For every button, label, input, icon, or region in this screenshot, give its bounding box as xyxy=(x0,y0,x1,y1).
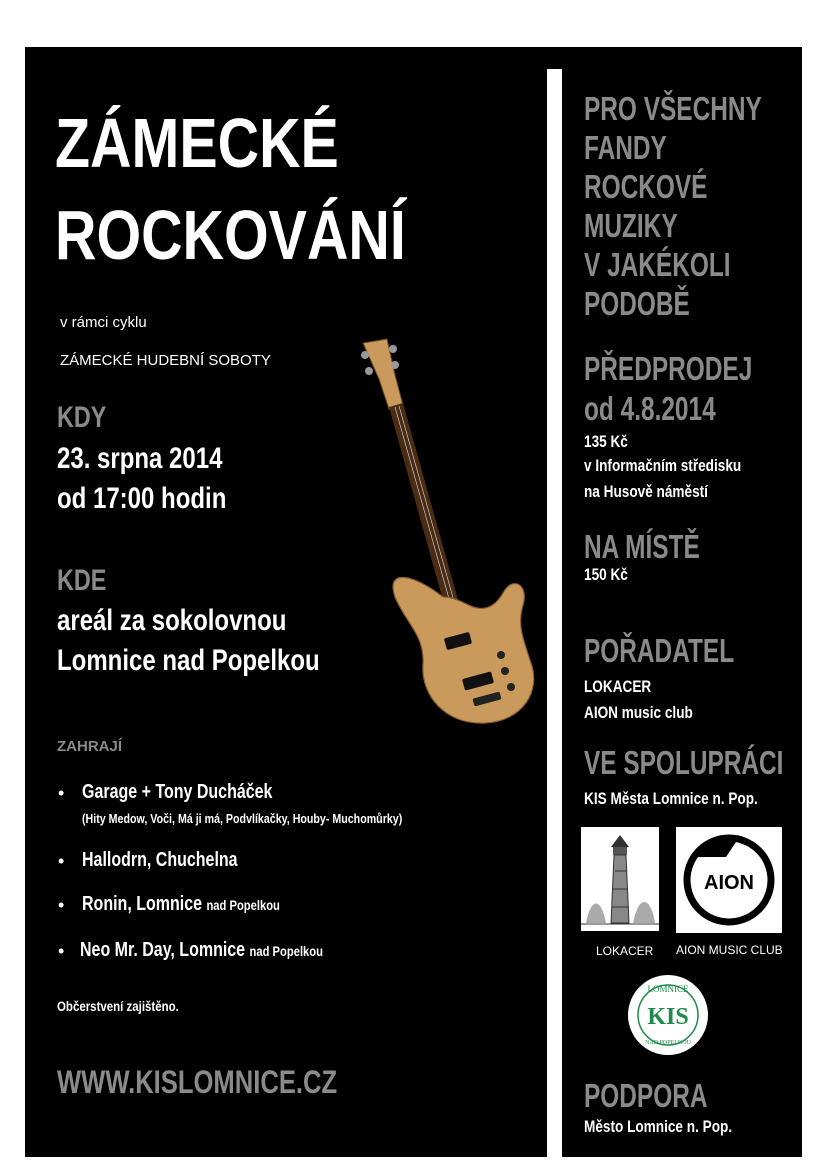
presale-date: od 4.8.2014 xyxy=(584,390,716,427)
kis-logo-top: LOMNICE xyxy=(647,984,689,994)
cooperation-heading: VE SPOLUPRÁCI xyxy=(584,744,784,781)
aion-logo xyxy=(676,827,782,933)
audience-line-1: PRO VŠECHNY xyxy=(584,90,762,127)
performer-3-name: Ronin, Lomnice xyxy=(82,893,202,915)
venue-line-2: Lomnice nad Popelkou xyxy=(57,644,320,677)
where-heading: KDE xyxy=(57,564,107,597)
performer-4 xyxy=(80,940,323,960)
audience-line-5: V JAKÉKOLI xyxy=(584,246,731,283)
when-heading: KDY xyxy=(57,401,107,434)
audience-line-2: FANDY xyxy=(584,129,667,166)
event-time: od 17:00 hodin xyxy=(57,482,227,515)
performer-1-detail: (Hity Medow, Voči, Má ji má, Podvlíkačky, Houby- Muchomůrky) xyxy=(82,811,403,826)
performer-1 xyxy=(82,782,272,802)
bass-guitar-image xyxy=(345,335,545,730)
support-line-1: Město Lomnice n. Pop. xyxy=(584,1117,733,1136)
performer-2: Hallodrn, Chuchelna xyxy=(82,849,238,871)
presale-heading: PŘEDPRODEJ xyxy=(584,350,753,387)
subtitle-line-2: ZÁMECKÉ HUDEBNÍ SOBOTY xyxy=(60,352,271,369)
organizer-line-1: LOKACER xyxy=(584,677,652,696)
performer-3 xyxy=(82,894,280,914)
venue-line-1: areál za sokolovnou xyxy=(57,604,287,637)
kis-logo-mid: KIS xyxy=(647,1004,689,1030)
bullet-icon: • xyxy=(58,941,65,961)
subtitle-line-1: v rámci cyklu xyxy=(60,314,147,331)
presale-place-2: na Husově náměstí xyxy=(584,482,708,501)
kis-seal-icon xyxy=(627,974,709,1056)
presale-place-1: v Informačním středisku xyxy=(584,456,742,475)
performer-1-name: Garage + Tony Ducháček xyxy=(82,781,273,803)
aion-caption: AION MUSIC CLUB xyxy=(676,943,783,957)
event-date: 23. srpna 2014 xyxy=(57,442,223,475)
support-heading: PODPORA xyxy=(584,1077,708,1114)
performer-3-location: nad Popelkou xyxy=(206,897,280,913)
website-link[interactable]: WWW.KISLOMNICE.CZ xyxy=(57,1064,338,1100)
title-line-2: ROCKOVÁNÍ xyxy=(55,196,406,274)
organizer-line-2: AION music club xyxy=(584,703,693,722)
title-line-1: ZÁMECKÉ xyxy=(55,104,339,182)
aion-logo-text: AION xyxy=(704,872,754,894)
aion-ring-icon xyxy=(676,827,782,933)
lokacer-logo xyxy=(581,827,659,931)
organizer-heading: POŘADATEL xyxy=(584,632,735,669)
presale-price: 135 Kč xyxy=(584,432,628,451)
audience-line-6: PODOBĚ xyxy=(584,285,690,322)
bullet-icon: • xyxy=(58,851,65,871)
audience-line-3: ROCKOVÉ xyxy=(584,168,708,205)
bullet-icon: • xyxy=(58,895,65,915)
panel-connector xyxy=(547,47,562,69)
onsite-heading: NA MÍSTĚ xyxy=(584,528,700,565)
refreshments-note: Občerstvení zajištěno. xyxy=(57,998,179,1014)
lookout-tower-icon xyxy=(581,827,659,931)
kis-logo-bottom: NAD POPELKOU xyxy=(645,1040,691,1046)
cooperation-line-1: KIS Města Lomnice n. Pop. xyxy=(584,789,758,808)
performers-heading: ZAHRAJÍ xyxy=(57,738,123,755)
kis-logo xyxy=(627,974,709,1056)
performer-4-name: Neo Mr. Day, Lomnice xyxy=(80,939,246,961)
lokacer-caption: LOKACER xyxy=(596,944,654,958)
audience-line-4: MUZIKY xyxy=(584,207,678,244)
performer-4-location: nad Popelkou xyxy=(249,943,323,959)
onsite-price: 150 Kč xyxy=(584,565,628,584)
bullet-icon: • xyxy=(58,783,65,803)
